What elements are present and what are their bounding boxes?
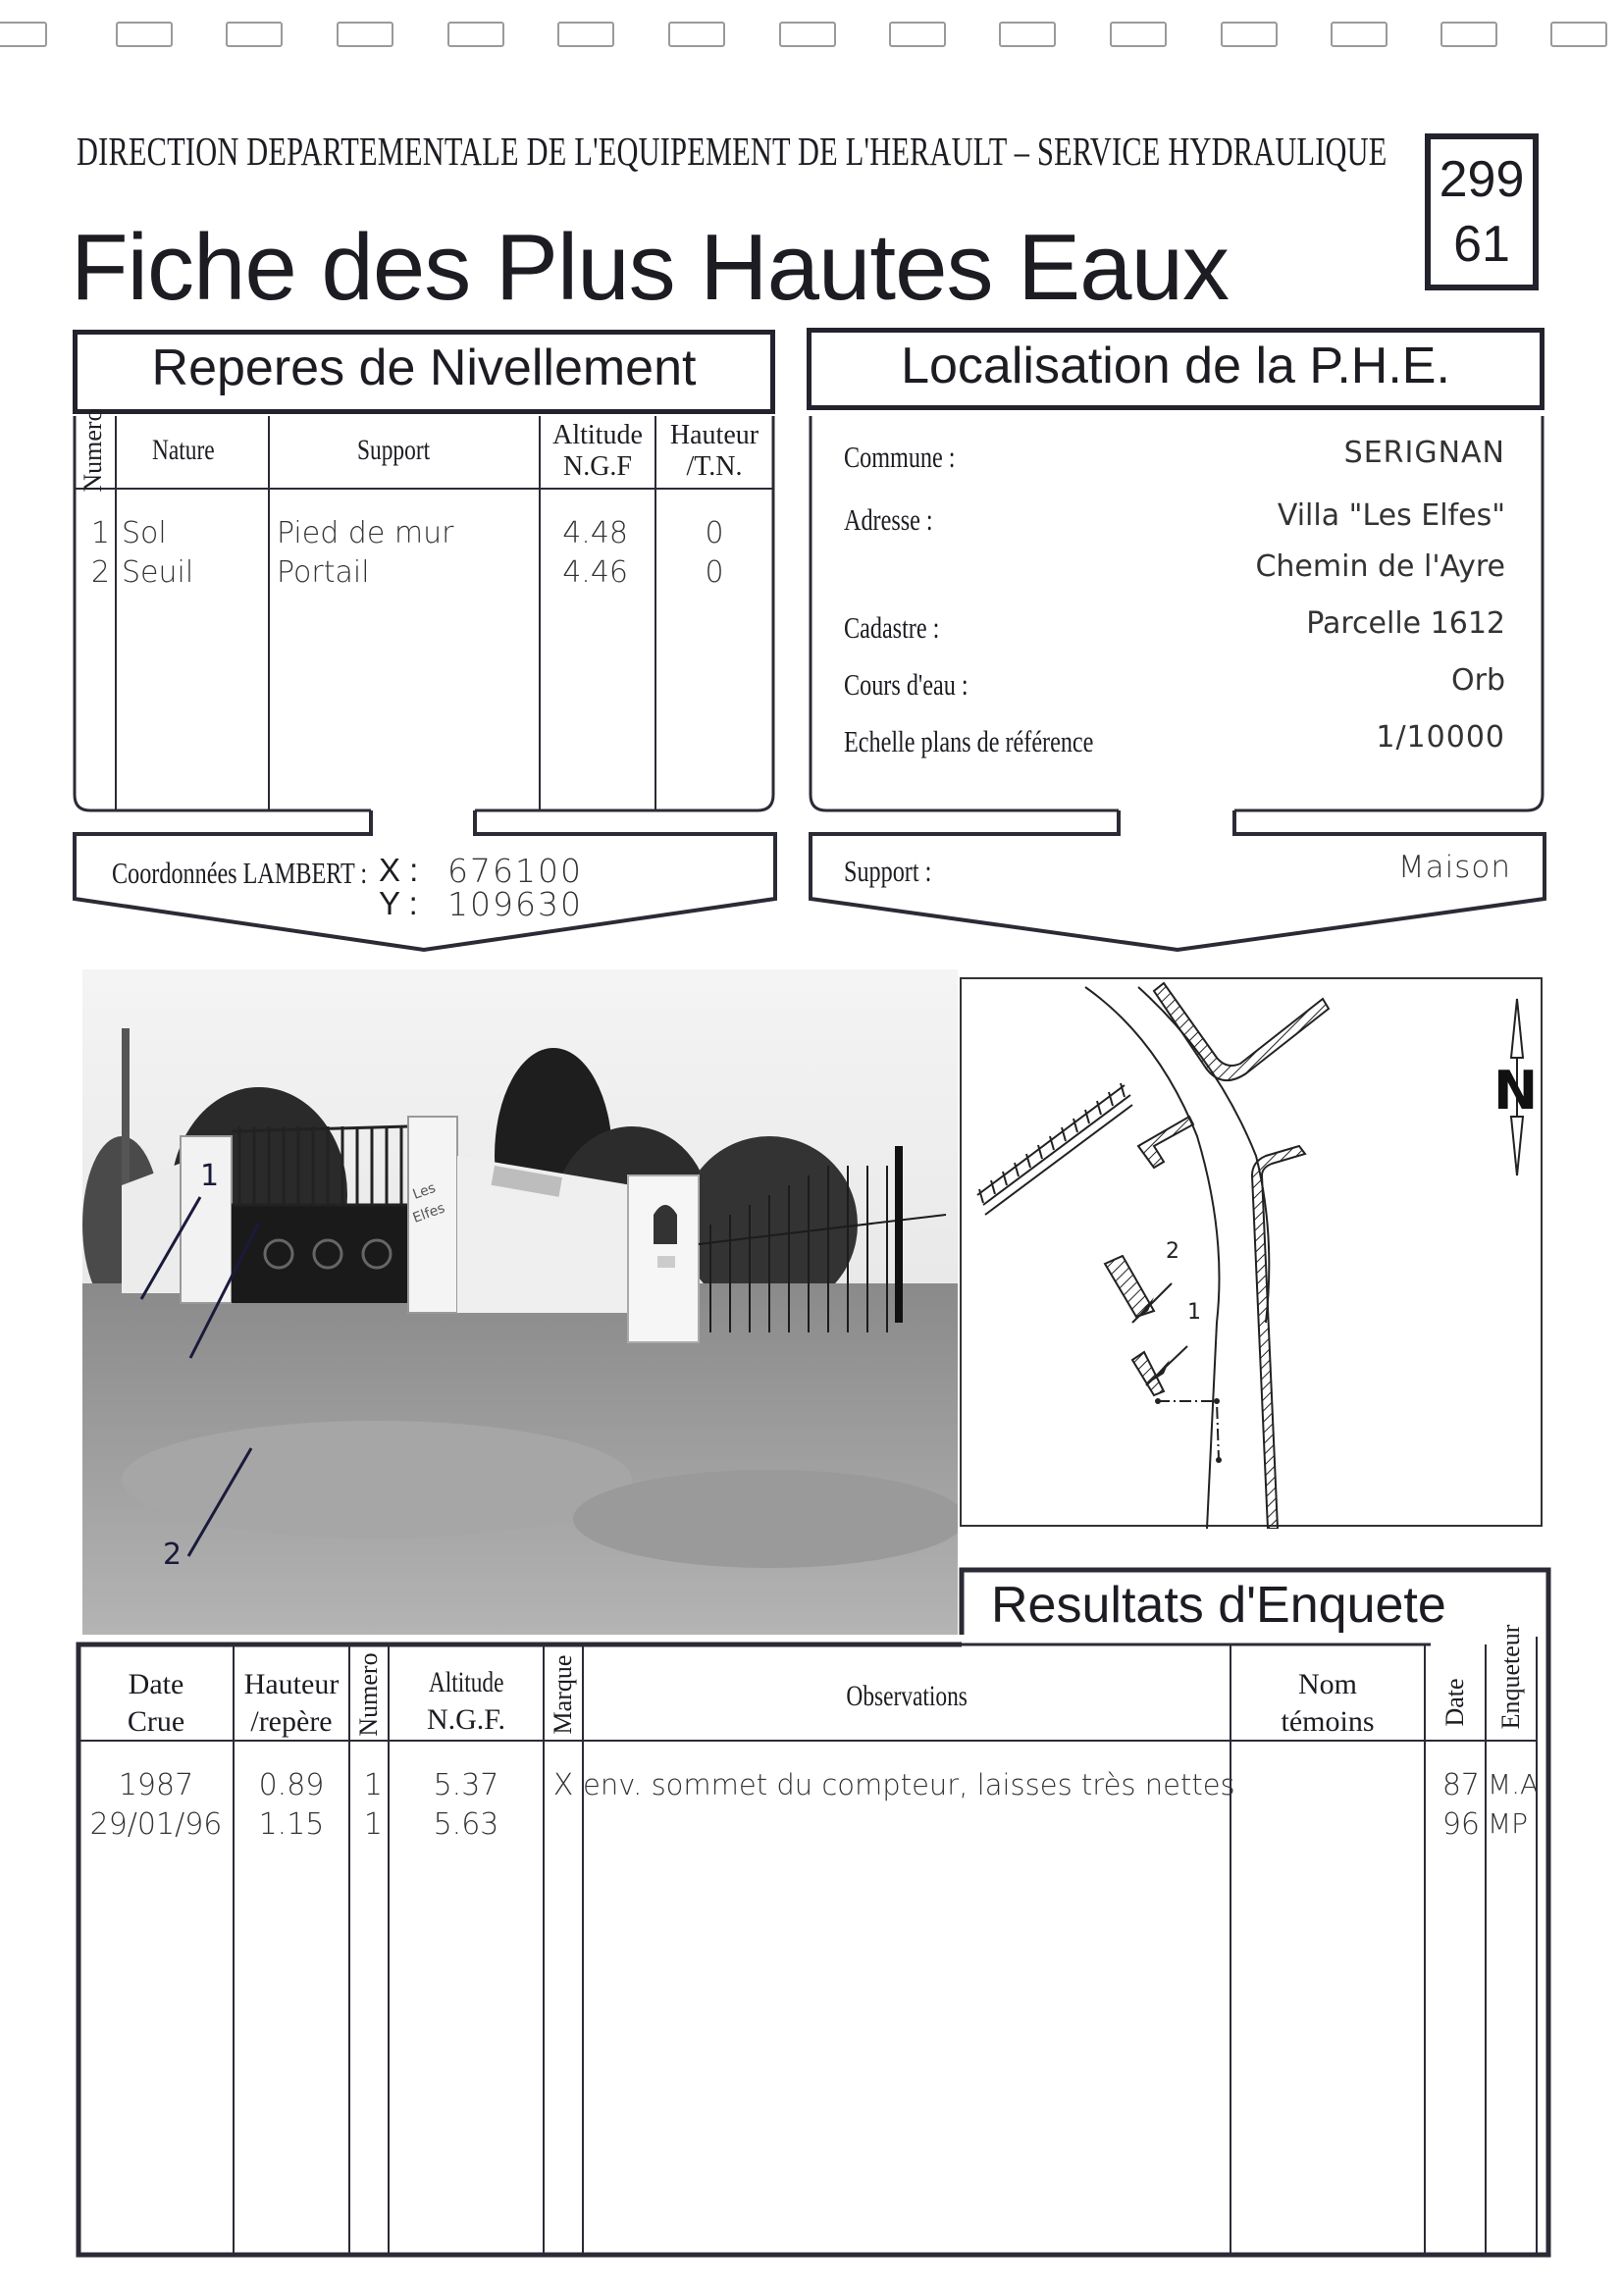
- res-header-date-crue: Date Crue: [127, 1668, 185, 1738]
- res-cell-enqueteur: MP: [1488, 1807, 1529, 1840]
- res-header-date: Date: [1440, 1678, 1469, 1727]
- echelle-label: Echelle plans de référence: [844, 724, 1094, 758]
- reperes-header-altitude: Altitude N.G.F: [552, 420, 643, 482]
- cadastre-value: Parcelle 1612: [1306, 606, 1505, 641]
- photo-mark-1: 1: [200, 1159, 220, 1193]
- res-header-observations: Observations: [846, 1680, 968, 1712]
- site-photo: [82, 969, 958, 1635]
- reperes-title: Reperes de Nivellement: [151, 339, 697, 396]
- reperes-cell-numero: 1: [90, 516, 110, 550]
- commune-value: SERIGNAN: [1343, 436, 1505, 470]
- localisation-fields: [844, 432, 1505, 785]
- coords-y-label: Y :: [379, 885, 418, 921]
- res-header-nom-temoins: Nom témoins: [1281, 1668, 1375, 1738]
- coords-y-value: 109630: [447, 885, 583, 923]
- reperes-header-support: Support: [357, 434, 431, 466]
- photo-mark-2: 2: [163, 1538, 183, 1572]
- commune-label: Commune :: [844, 440, 956, 474]
- reperes-cell-nature: Seuil: [122, 555, 194, 590]
- cadastre-label: Cadastre :: [844, 610, 940, 645]
- coords-label: Coordonnées LAMBERT :: [112, 856, 368, 890]
- reperes-cell-altitude: 4.46: [562, 555, 628, 590]
- res-cell-marque: X: [552, 1768, 574, 1802]
- res-header-altitude: Altitude N.G.F.: [426, 1666, 506, 1736]
- reperes-cell-altitude: 4.48: [562, 516, 628, 550]
- reperes-cell-hauteur: 0: [705, 555, 724, 590]
- reperes-cell-hauteur: 0: [705, 516, 724, 550]
- adresse-label: Adresse :: [844, 502, 933, 537]
- coords-x-label: X :: [379, 852, 419, 888]
- res-cell-enqueteur: M.A: [1488, 1768, 1540, 1800]
- reference-number-bottom: 61: [1453, 216, 1510, 273]
- res-cell-hauteur: 1.15: [258, 1807, 325, 1842]
- cours-label: Cours d'eau :: [844, 667, 969, 702]
- res-cell-observations: env. sommet du compteur, laisses très nettes: [583, 1768, 1235, 1801]
- map-mark-1: 1: [1187, 1300, 1201, 1325]
- coords-x-value: 676100: [447, 852, 583, 890]
- north-label: N: [1493, 1060, 1539, 1122]
- res-cell-date: 96: [1441, 1807, 1480, 1842]
- page-title: Fiche des Plus Hautes Eaux: [71, 215, 1229, 320]
- res-cell-altitude: 5.37: [433, 1768, 499, 1802]
- gate-sign-text-1: Les: [410, 1179, 439, 1203]
- reperes-cell-numero: 2: [90, 555, 110, 590]
- cours-value: Orb: [1451, 663, 1505, 698]
- res-cell-date-crue: 1987: [118, 1768, 194, 1802]
- location-map: [960, 977, 1543, 1527]
- res-header-marque: Marque: [549, 1654, 577, 1735]
- reperes-header-nature: Nature: [152, 434, 215, 466]
- reference-number-top: 299: [1439, 151, 1525, 208]
- res-header-numero: Numero: [354, 1652, 383, 1737]
- reperes-cell-support: Pied de mur: [277, 516, 454, 550]
- reperes-cell-support: Portail: [277, 555, 370, 590]
- gate-sign-text-2: Elfes: [410, 1200, 447, 1226]
- res-cell-altitude: 5.63: [433, 1807, 499, 1842]
- support-label: Support :: [844, 854, 932, 888]
- res-cell-date-crue: 29/01/96: [89, 1807, 223, 1842]
- localisation-header: [807, 328, 1544, 410]
- reperes-cell-nature: Sol: [122, 516, 167, 550]
- adresse-line-2: Chemin de l'Ayre: [1255, 549, 1505, 584]
- res-cell-numero: 1: [363, 1768, 383, 1802]
- map-mark-2: 2: [1166, 1239, 1179, 1264]
- res-cell-numero: 1: [363, 1807, 383, 1842]
- res-header-enqueteur: Enqueteur: [1496, 1624, 1525, 1730]
- echelle-value: 1/10000: [1376, 720, 1505, 755]
- support-value: Maison: [1397, 850, 1511, 885]
- resultats-title: Resultats d'Enquete: [991, 1577, 1446, 1634]
- res-cell-date: 87: [1441, 1768, 1480, 1802]
- reperes-header-numero: Numero: [79, 408, 107, 493]
- res-header-hauteur: Hauteur /repère: [243, 1668, 340, 1738]
- agency-header: DIRECTION DEPARTEMENTALE DE L'EQUIPEMENT DE L'HERAULT – SERVICE HYDRAULIQUE: [77, 129, 1387, 174]
- reperes-header-hauteur: Hauteur /T.N.: [669, 420, 759, 482]
- adresse-line-1: Villa "Les Elfes": [1277, 498, 1505, 533]
- res-cell-hauteur: 0.89: [258, 1768, 325, 1802]
- localisation-title: Localisation de la P.H.E.: [901, 338, 1450, 394]
